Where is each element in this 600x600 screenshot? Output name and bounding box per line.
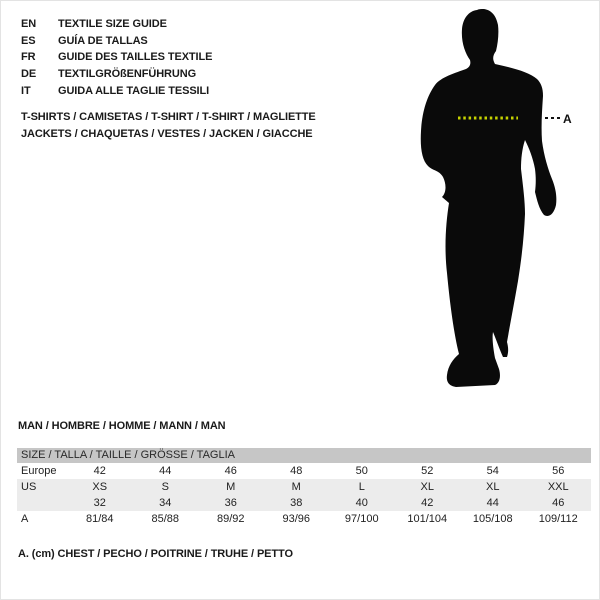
size-table (17, 448, 591, 527)
table-cell: 42 (93, 465, 106, 477)
language-row (21, 66, 212, 83)
table-cell: 81/84 (85, 513, 114, 525)
table-cell: 46 (224, 465, 237, 477)
chest-footnote: A. (cm) CHEST / PECHO / POITRINE / TRUHE / PETTO (18, 548, 293, 560)
table-cell: 93/96 (282, 513, 311, 525)
table-cell: M (226, 481, 236, 493)
table-cell: 38 (290, 497, 303, 509)
table-cell: 34 (159, 497, 172, 509)
table-cell: 109/112 (538, 513, 578, 525)
category-tshirts: T-SHIRTS / CAMISETAS / T-SHIRT / T-SHIRT / MAGLIETTE (21, 111, 316, 123)
table-cell: 42 (421, 497, 434, 509)
table-cell: 32 (93, 497, 106, 509)
language-label: TEXTILGRÖßENFÜHRUNG (58, 68, 197, 81)
table-cell: 46 (552, 497, 565, 509)
language-code: DE (21, 68, 37, 81)
table-cell: 101/104 (407, 513, 448, 525)
table-cell: M (291, 481, 301, 493)
table-cell: 105/108 (472, 513, 513, 525)
table-row-label: A (21, 513, 29, 525)
man-figure (391, 1, 600, 411)
language-row (21, 83, 212, 100)
man-silhouette (421, 9, 557, 387)
table-cell: 36 (224, 497, 237, 509)
language-list (21, 16, 212, 100)
language-row (21, 49, 212, 66)
table-cell: L (358, 481, 365, 493)
table-cell: XL (420, 481, 434, 493)
table-row (17, 463, 591, 479)
table-cell: 85/88 (151, 513, 180, 525)
table-row (17, 479, 591, 495)
language-code: EN (21, 18, 37, 30)
measure-label-a: A (563, 112, 572, 126)
language-code: FR (21, 51, 36, 64)
category-jackets: JACKETS / CHAQUETAS / VESTES / JACKEN / GIACCHE (21, 128, 313, 140)
table-row-label: US (21, 481, 37, 493)
table-cell: S (161, 481, 169, 493)
table-cell: 44 (486, 497, 499, 509)
language-code: IT (21, 84, 31, 97)
table-cell: XXL (547, 481, 569, 493)
table-row (17, 495, 591, 511)
section-title: MAN / HOMBRE / HOMME / MANN / MAN (18, 420, 226, 432)
table-row (17, 511, 591, 527)
table-cell: 89/92 (216, 513, 245, 525)
category-lines (21, 109, 316, 143)
table-cell: 40 (355, 497, 368, 509)
size-table-header: SIZE / TALLA / TAILLE / GRÖSSE / TAGLIA (17, 448, 591, 463)
table-cell: 56 (552, 465, 565, 477)
language-label: TEXTILE SIZE GUIDE (58, 18, 167, 30)
size-table-body (17, 463, 591, 527)
table-cell: XL (486, 481, 500, 493)
language-row (21, 16, 212, 33)
table-cell: 54 (486, 465, 499, 477)
table-cell: XS (92, 481, 108, 493)
table-cell: 97/100 (344, 513, 379, 525)
language-label: GUIDE DES TAILLES TEXTILE (58, 51, 213, 64)
table-cell: 50 (355, 465, 368, 477)
table-row-label: Europe (21, 465, 57, 477)
table-cell: 52 (421, 465, 434, 477)
table-cell: 44 (159, 465, 172, 477)
language-code: ES (21, 34, 36, 47)
table-cell: 48 (290, 465, 303, 477)
language-row (21, 33, 212, 50)
language-label: GUIDA ALLE TAGLIE TESSILI (58, 84, 210, 97)
language-label: GUÍA DE TALLAS (58, 34, 148, 47)
